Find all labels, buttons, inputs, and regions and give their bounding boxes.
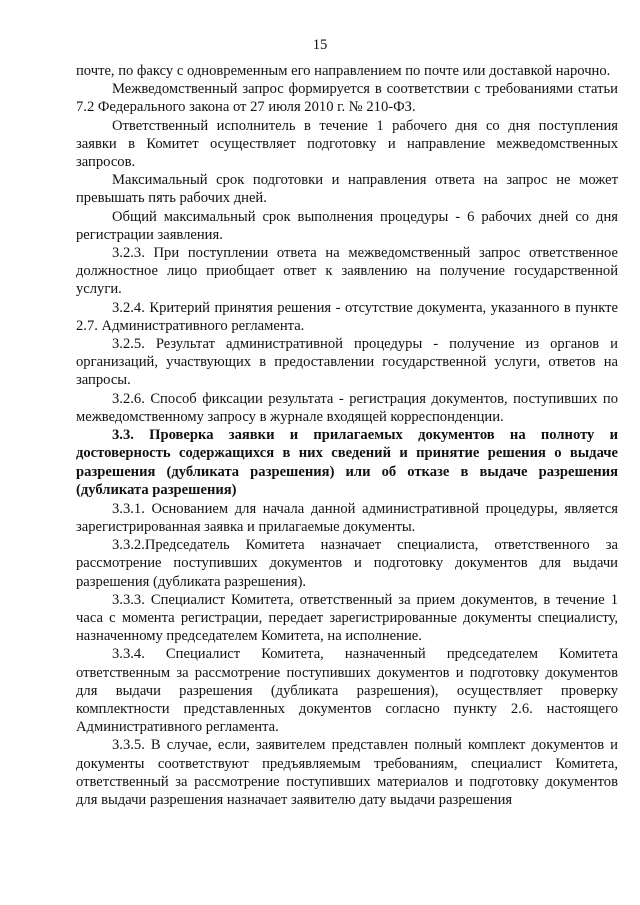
paragraph: 3.2.3. При поступлении ответа на межведомственный запрос ответственное должностное лицо приобщает ответ к заявлению на получение государственной услуги. — [76, 245, 618, 298]
paragraph: 3.3.2.Председатель Комитета назначает специалиста, ответственного за рассмотрение поступивших документов и подготовку документов для выдачи разрешения (дубликата разрешения). — [76, 537, 618, 590]
paragraph: Общий максимальный срок выполнения процедуры - 6 рабочих дней со дня регистрации заявления. — [76, 208, 618, 243]
section-heading: 3.3. Проверка заявки и прилагаемых документов на полноту и достоверность содержащихся в них сведений и принятие решения о выдаче разрешения (дубликата разрешения) или об отказе в выдаче разрешения (дубликата разрешения) — [76, 427, 618, 499]
paragraph: Ответственный исполнитель в течение 1 рабочего дня со дня поступления заявки в Комитет осуществляет подготовку и направление межведомственных запросов. — [76, 117, 618, 171]
page-number: 15 — [312, 37, 328, 53]
paragraph: 3.3.4. Специалист Комитета, назначенный председателем Комитета ответственным за рассмотрение поступивших документов и подготовку документов для выдачи разрешения (дубликата разрешения), осуществляет проверку комплектности представленных документов согласно пункту 2.6. настоящего Административного регламента. — [76, 646, 618, 736]
paragraph: 3.2.6. Способ фиксации результата - регистрация документов, поступивших по межведомственному запросу в журнале входящей корреспонденции. — [76, 390, 618, 425]
paragraph: 3.3.3. Специалист Комитета, ответственный за прием документов, в течение 1 часа с момента регистрации, передает зарегистрированные документы специалисту, назначенному председателем Комитета, на исполнение. — [76, 591, 618, 645]
paragraph: Максимальный срок подготовки и направления ответа на запрос не может превышать пять рабочих дней. — [76, 172, 618, 207]
paragraph: Межведомственный запрос формируется в соответствии с требованиями статьи 7.2 Федерального закона от 27 июля 2010 г. № 210-ФЗ. — [76, 81, 618, 116]
paragraph: 3.2.4. Критерий принятия решения - отсутствие документа, указанного в пункте 2.7. Административного регламента. — [76, 299, 618, 334]
paragraph: 3.3.1. Основанием для начала данной административной процедуры, является зарегистрированная заявка и прилагаемые документы. — [76, 500, 618, 535]
paragraph-continuation: почте, по факсу с одновременным его направлением по почте или доставкой нарочно. — [76, 63, 611, 79]
document-body — [76, 62, 618, 809]
paragraph: 3.3.5. В случае, если, заявителем представлен полный комплект документов и документы соответствуют предъявляемым требованиям, специалист Комитета, ответственный за рассмотрение поступивших материалов и подготовку документов для выдачи разрешения назначает заявителю дату выдачи разрешения — [76, 737, 618, 808]
paragraph: 3.2.5. Результат административной процедуры - получение из органов и организаций, участвующих в предоставлении государственной услуги, ответов на запросы. — [76, 336, 618, 389]
